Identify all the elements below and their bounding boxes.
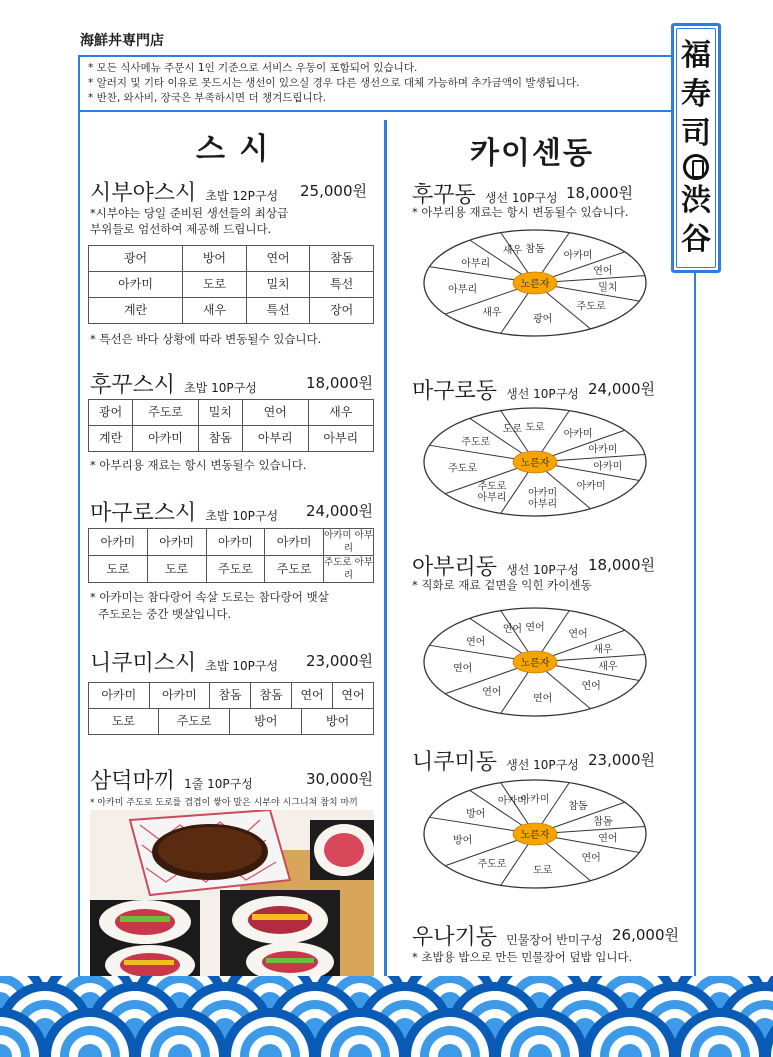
brand-char: 福	[681, 38, 711, 73]
slice-label: 주도로	[448, 463, 478, 475]
slice-label: 새우	[598, 661, 618, 673]
item-price: 23,000원	[588, 751, 655, 769]
slice-label: 연어	[568, 629, 588, 641]
item-note: * 아부리용 재료는 항시 변동될수 있습니다.	[90, 458, 307, 472]
menu-item-samdeok-maki	[90, 764, 374, 795]
item-price: 23,000원	[306, 652, 373, 670]
item-spec: 초밥 10P구성	[184, 381, 257, 395]
item-spec: 초밥 10P구성	[205, 659, 279, 673]
slice-label: 아카미	[520, 794, 550, 806]
grid-cell: 방어	[302, 709, 374, 735]
grid-cell: 계란	[89, 426, 133, 452]
item-note: * 초밥용 밥으로 만든 민물장어 덮밥 입니다.	[412, 950, 633, 964]
grid-cell: 방어	[183, 246, 247, 272]
grid-cell: 아카미	[147, 529, 206, 556]
grid-cell: 참돔	[198, 426, 242, 452]
sushi-section-title: 스 시	[196, 132, 271, 167]
bowl-diagram	[422, 778, 648, 890]
slice-label: 주도로	[576, 301, 606, 313]
menu-item-shibuya-sushi	[90, 176, 374, 207]
yolk-label: 노른자	[520, 458, 550, 469]
brand-char: 寿	[681, 76, 711, 112]
grid-cell: 아카미	[265, 529, 324, 556]
slice-label: 방어	[452, 835, 473, 847]
slice-label: 주도로	[477, 481, 507, 493]
grid-cell: 밀치	[246, 272, 310, 298]
kaisendon-section-title: 카이센동	[470, 136, 594, 171]
slice-label: 아부리	[448, 284, 478, 296]
item-name: 삼덕마끼	[90, 769, 176, 794]
grid-cell: 특선	[246, 298, 310, 324]
slice-label: 새우	[482, 307, 502, 319]
item-price: 24,000원	[306, 502, 373, 520]
grid-cell: 아카미	[89, 529, 148, 556]
sushi-grid	[88, 245, 374, 324]
grid-cell: 주도로 아부리	[324, 557, 373, 581]
slice-label: 아카미	[497, 796, 527, 808]
slice-label: 연어	[525, 622, 545, 634]
grid-cell: 아카미 아부리	[324, 530, 373, 554]
grid-cell: 주도로	[265, 556, 324, 583]
grid-cell: 아카미	[89, 272, 183, 298]
slice-label: 아부리	[528, 498, 558, 510]
item-name: 시부야스시	[90, 181, 197, 206]
item-price: 25,000원	[300, 182, 367, 200]
brand-char: 渋	[681, 183, 711, 219]
item-price: 24,000원	[588, 380, 655, 398]
grid-cell: 연어	[246, 246, 310, 272]
grid-cell: 도로	[89, 709, 159, 735]
slice-label: 연어	[581, 680, 601, 692]
grid-cell: 아카미	[149, 683, 210, 709]
maki-photo	[90, 810, 374, 982]
slice-label: 주도로	[477, 858, 507, 870]
item-price: 26,000원	[612, 926, 679, 944]
slice-label: 아카미	[576, 480, 606, 492]
menu-item-maguro-sushi	[90, 496, 374, 527]
slice-label: 아카미	[588, 444, 618, 456]
item-note: 주도로는 중간 뱃살입니다.	[98, 607, 232, 621]
yolk-label: 노른자	[520, 830, 550, 841]
slice-label: 연어	[502, 624, 523, 636]
slice-label: 아카미	[593, 461, 623, 473]
slice-label: 방어	[466, 809, 486, 821]
grid-cell: 주도로	[158, 709, 230, 735]
grid-cell: 도로	[183, 272, 247, 298]
item-spec: 생선 10P구성	[506, 563, 579, 577]
yolk-label: 노른자	[520, 279, 550, 290]
slice-label: 연어	[581, 852, 601, 864]
grid-cell: 연어	[333, 683, 374, 709]
grid-cell: 밀치	[198, 400, 242, 426]
slice-label: 참돔	[593, 816, 613, 828]
brand-char: 谷	[681, 221, 711, 257]
item-spec: 초밥 10P구성	[205, 509, 279, 523]
brand-char: 司	[681, 115, 711, 151]
yolk-label: 노른자	[520, 658, 550, 669]
item-price: 30,000원	[306, 770, 373, 788]
slice-label: 새우	[502, 245, 523, 257]
item-name: 마구로동	[412, 379, 498, 404]
item-spec: 생선 10P구성	[506, 758, 579, 772]
slice-label: 연어	[593, 265, 613, 277]
grid-cell: 광어	[89, 246, 183, 272]
grid-cell: 연어	[292, 683, 333, 709]
grid-cell: 새우	[308, 400, 374, 426]
bowl-diagram	[422, 406, 648, 518]
brand-plate	[671, 23, 721, 273]
grid-cell: 아카미	[133, 426, 198, 452]
item-name: 후꾸스시	[90, 373, 176, 398]
slice-label: 아카미	[563, 429, 593, 441]
sushi-grid	[88, 399, 374, 452]
item-spec: 민물장어 반미구성	[506, 933, 603, 947]
grid-cell: 방어	[230, 709, 302, 735]
item-description: *시부야는 당일 준비된 생선들의 최상급	[90, 206, 289, 220]
item-note: * 특선은 바다 상황에 따라 변동될수 있습니다.	[90, 332, 322, 346]
grid-cell: 연어	[243, 400, 308, 426]
item-spec: 생선 10P구성	[506, 387, 579, 401]
slice-label: 참돔	[568, 801, 588, 813]
grid-cell: 아부리	[243, 426, 308, 452]
slice-label: 아카미	[528, 487, 558, 499]
slice-label: 새우	[593, 644, 613, 656]
item-name: 니쿠미스시	[90, 651, 197, 676]
slice-label: 아카미	[563, 250, 593, 262]
grid-cell: 계란	[89, 298, 183, 324]
item-note: * 아부리용 재료는 항시 변동될수 있습니다.	[412, 205, 629, 219]
slice-label: 연어	[482, 686, 502, 698]
menu-item-unagi-don	[412, 920, 690, 951]
slice-label: 광어	[532, 313, 553, 325]
slice-label: 연어	[452, 663, 473, 675]
grid-cell: 주도로	[133, 400, 198, 426]
notice-line: * 알러지 및 기타 이유로 못드시는 생선이 있으실 경우 다른 생선으로 대체 가능하며 추가금액이 발생됩니다.	[88, 77, 580, 89]
item-spec: 초밥 12P구성	[205, 189, 279, 203]
sushi-grid	[88, 682, 374, 709]
slice-label: 도로	[502, 424, 523, 436]
grid-cell: 참돔	[210, 683, 251, 709]
slice-label: 도로	[525, 422, 545, 434]
item-price: 18,000원	[306, 374, 373, 392]
item-name: 니쿠미동	[412, 750, 498, 775]
item-name: 후꾸동	[412, 183, 476, 208]
notice-line: * 반찬, 와사비, 장국은 부족하시면 더 챙겨드립니다.	[88, 92, 327, 104]
grid-cell: 아카미	[89, 683, 150, 709]
slice-label: 아부리	[477, 492, 507, 504]
grid-cell: 도로	[89, 556, 148, 583]
slice-label: 연어	[598, 833, 618, 845]
bowl-diagram	[422, 228, 648, 338]
item-note: * 아카미 주도로 도로를 겹겹이 쌓아 말은 시부야 시그니쳐 참치 마끼	[90, 798, 358, 808]
grid-cell: 장어	[310, 298, 374, 324]
grid-cell: 아부리	[308, 426, 374, 452]
item-note: * 아카미는 참다랑어 속살 도로는 참다랑어 뱃살	[90, 590, 329, 604]
column-divider	[384, 120, 387, 990]
slice-label: 밀치	[598, 282, 618, 294]
slice-label: 도로	[532, 865, 553, 877]
notice-line: * 모든 식사메뉴 주문시 1인 기준으로 서비스 우동이 포함되어 있습니다.	[88, 62, 418, 74]
slice-label: 주도로	[461, 437, 491, 449]
grid-cell: 광어	[89, 400, 133, 426]
sushi-grid	[88, 708, 374, 735]
item-description: 부위들로 엄선하여 제공해 드립니다.	[90, 222, 272, 236]
slice-label: 연어	[466, 637, 486, 649]
item-price: 18,000원	[588, 556, 655, 574]
grid-cell: 참돔	[310, 246, 374, 272]
slice-label: 아부리	[461, 258, 491, 270]
grid-cell: 참돔	[251, 683, 292, 709]
sushi-grid	[88, 528, 374, 583]
grid-cell: 아카미	[206, 529, 265, 556]
item-name: 마구로스시	[90, 501, 197, 526]
item-spec: 생선 10P구성	[484, 191, 558, 205]
wave-pattern-decoration	[0, 976, 773, 1057]
menu-item-maguro-don	[412, 374, 682, 405]
grid-cell: 주도로	[206, 556, 265, 583]
item-name: 우나기동	[412, 925, 498, 950]
shop-name: 海鮮丼専門店	[80, 33, 164, 49]
item-note: * 직화로 재료 겉면을 익힌 카이센동	[412, 578, 592, 592]
brand-seal-icon	[683, 154, 709, 180]
notice-box	[78, 55, 672, 112]
grid-cell: 새우	[183, 298, 247, 324]
grid-cell: 특선	[310, 272, 374, 298]
item-spec: 1줄 10P구성	[184, 777, 253, 791]
slice-label: 연어	[532, 693, 553, 705]
item-name: 아부리동	[412, 555, 498, 580]
slice-label: 참돔	[525, 244, 545, 256]
menu-item-fuku-sushi	[90, 368, 374, 399]
bowl-diagram	[422, 606, 648, 718]
menu-item-nikumi-don	[412, 745, 682, 776]
grid-cell: 도로	[147, 556, 206, 583]
menu-item-nikumi-sushi	[90, 646, 374, 677]
item-price: 18,000원	[566, 184, 633, 202]
